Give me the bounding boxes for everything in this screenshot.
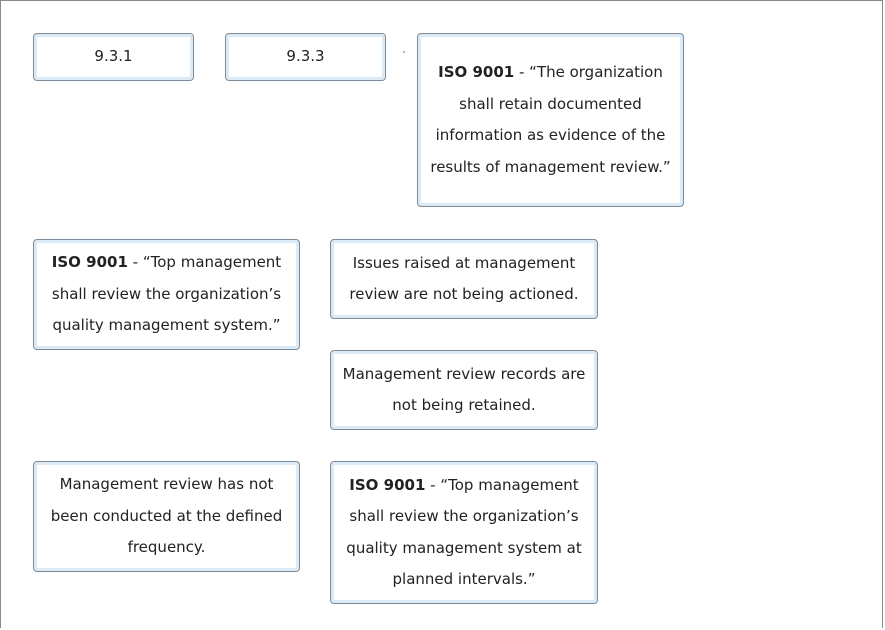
card-quote: - “Top management shall review the organization’s quality management system.” — [51, 253, 282, 335]
review-frequency-card[interactable] — [33, 461, 300, 572]
card-standard: ISO 9001 — [51, 253, 128, 272]
iso-top-management-review-card[interactable] — [33, 239, 300, 350]
card-standard: ISO 9001 — [438, 63, 515, 81]
separator-dot — [403, 51, 405, 53]
clause-9-3-1-card[interactable] — [33, 33, 194, 81]
card-quote: - “The organization shall retain documented information as evidence of the results of management review.” — [430, 63, 671, 176]
card-label: 9.3.3 — [286, 47, 325, 66]
card-standard: ISO 9001 — [349, 475, 426, 494]
iso-retain-documented-information-card[interactable] — [417, 33, 684, 207]
card-label: Management review records are not being retained. — [342, 364, 586, 414]
card-label: Issues raised at management review are not being actioned. — [349, 253, 579, 303]
card-label: 9.3.1 — [94, 47, 133, 66]
records-not-retained-card[interactable] — [330, 350, 598, 430]
issues-not-actioned-card[interactable] — [330, 239, 598, 319]
iso-planned-intervals-card[interactable] — [330, 461, 598, 604]
card-label: Management review has not been conducted at the defined frequency. — [50, 475, 283, 557]
clause-9-3-3-card[interactable] — [225, 33, 386, 81]
card-quote: - “Top management shall review the organization’s quality management system at planned intervals.” — [346, 475, 582, 588]
